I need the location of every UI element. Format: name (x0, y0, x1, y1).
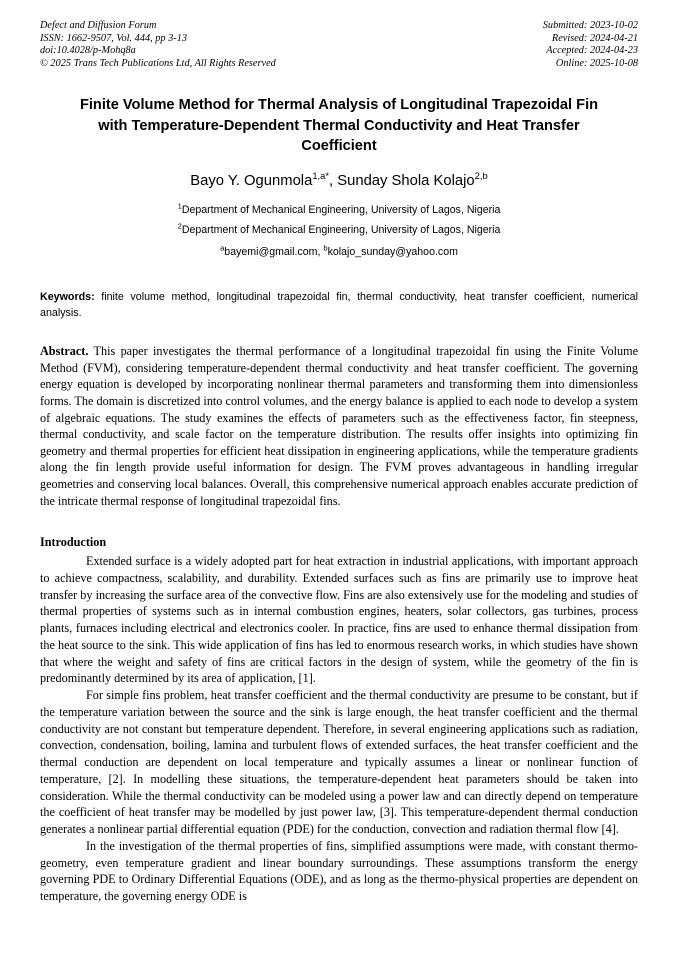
keywords-section (40, 290, 638, 321)
author-name-2: Sunday Shola Kolajo (337, 172, 475, 189)
intro-paragraph-2: For simple fins problem, heat transfer coefficient and the thermal conductivity are presume to be constant, but if the temperature variation between the source and the sink is large enough, the heat transfer coefficient and the thermal conductivity are not constant but temperature dependent. Therefore, in several engineering applications such as radiation, convection, condensation, boiling, lamina and turbulent flows of extended surfaces, the heat transfer coefficient and the thermal conduction are dependent on local temperature and typically assumes a linear or nonlinear function of temperature, [2]. In modelling these situations, the temperature-dependent heat parameters should be taken into consideration. While the thermal conductivity can be modeled using a power law and can directly depend on temperature the coefficient of heat transfer may be modelled by just power law, [3]. This temperature-dependent thermal conduction generates a nonlinear partial differential equation (PDE) for the conduction, convection and radiation thermal flow [4]. (40, 688, 638, 837)
keywords-label: Keywords: (40, 291, 95, 304)
author-name-1: Bayo Y. Ogunmola (190, 172, 313, 189)
journal-doi: doi:10.4028/p-Mohq8a (40, 45, 136, 57)
email-marker-2: b (323, 243, 328, 253)
date-accepted: Accepted: 2024-04-23 (546, 45, 638, 57)
author-affiliation-marker-1: 1,a* (312, 169, 330, 181)
keywords-text: finite volume method, longitudinal trapezoidal fin, thermal conductivity, heat transfer coefficient, numerical analysis. (40, 291, 638, 319)
author-list (40, 169, 638, 190)
date-online: Online: 2025-10-08 (555, 57, 638, 69)
abstract-section (40, 343, 638, 509)
journal-issn-volume: ISSN: 1662-9507, Vol. 444, pp 3-13 (40, 32, 188, 44)
page-title: Finite Volume Method for Thermal Analysis of Longitudinal Trapezoidal Fin with Temperature-Dependent Thermal Conductivity and Heat Transfer Coefficient (79, 97, 599, 155)
journal-header (40, 20, 638, 70)
affiliation-text-1: Department of Mechanical Engineering, University of Lagos, Nigeria (181, 203, 501, 216)
affiliation-2 (40, 220, 638, 241)
email-address-2: kolajo_sunday@yahoo.com (327, 245, 458, 258)
affiliation-marker-2: 2 (177, 221, 182, 231)
author-separator: , (329, 172, 338, 189)
affiliation-list (40, 200, 638, 241)
author-affiliation-marker-2: 2,b (474, 169, 488, 181)
author-emails (40, 242, 638, 263)
journal-header-left (40, 20, 276, 70)
date-revised: Revised: 2024-04-21 (551, 32, 638, 44)
affiliation-marker-1: 1 (177, 201, 182, 211)
abstract-label: Abstract. (40, 344, 89, 359)
date-submitted: Submitted: 2023-10-02 (542, 20, 638, 31)
affiliation-1 (40, 200, 638, 221)
intro-paragraph-1: Extended surface is a widely adopted part for heat extraction in industrial applications, with important approach to achieve compactness, scalability, and durability. Extended surfaces such as fins are primarily use to improve heat transfer by increasing the surface area of the convective flow. Fins are also extensively use for the modeling and studies of thermal properties of systems such as in internal combustion engines, heaters, solar collectors, gas turbines, process plants, furnaces including electrical and electronics cooler. In practice, fins are used to enhance thermal dissipation from the heat source to the sink. This wide application of fins has led to enormous research works, in which studies have shown that where the weight and safety of fins are critical factors in the design of system, while the geometry of the fin is predominantly determined by its area of application, [1]. (40, 554, 638, 686)
journal-name: Defect and Diffusion Forum (40, 20, 157, 31)
email-separator: , (317, 245, 324, 258)
section-heading-introduction: Introduction (40, 535, 107, 550)
journal-header-right (543, 20, 638, 70)
email-marker-1: a (220, 243, 225, 253)
affiliation-text-2: Department of Mechanical Engineering, University of Lagos, Nigeria (181, 224, 501, 237)
abstract-text: This paper investigates the thermal performance of a longitudinal trapezoidal fin using the Finite Volume Method (FVM), considering temperature-dependent thermal conductivity and heat transfer coefficient. The governing energy equation is developed by incorporating nonlinear thermal parameters and transforming them into dimensionless forms. The domain is discretized into control volumes, and the energy balance is applied to each node to develop a system of algebraic equations. The study examines the effects of parameters such as the effectiveness factor, fin steepness, thermal conductivity, and scale factor on the temperature distribution. The results offer insights into optimizing fin geometry and thermal properties for efficient heat dissipation in engineering applications, while the temperature gradients along the fin length provide useful information for design. The FVM proves advantageous in handling irregular geometries and conserving local balances. Overall, this comprehensive numerical approach enables accurate prediction of the intricate thermal response of longitudinal trapezoidal fins. (40, 344, 638, 508)
email-address-1: bayemi@gmail.com (224, 245, 318, 258)
intro-paragraph-3: In the investigation of the thermal properties of fins, simplified assumptions were made, with constant thermo-geometry, even temperature gradient and linear boundary surroundings. These assumptions transform the energy governing PDE to Ordinary Differential Equations (ODE), and as long as the thermo-physical properties are dependent on temperature, the governing energy ODE is (40, 838, 638, 904)
journal-copyright: © 2025 Trans Tech Publications Ltd, All Rights Reserved (40, 57, 276, 69)
